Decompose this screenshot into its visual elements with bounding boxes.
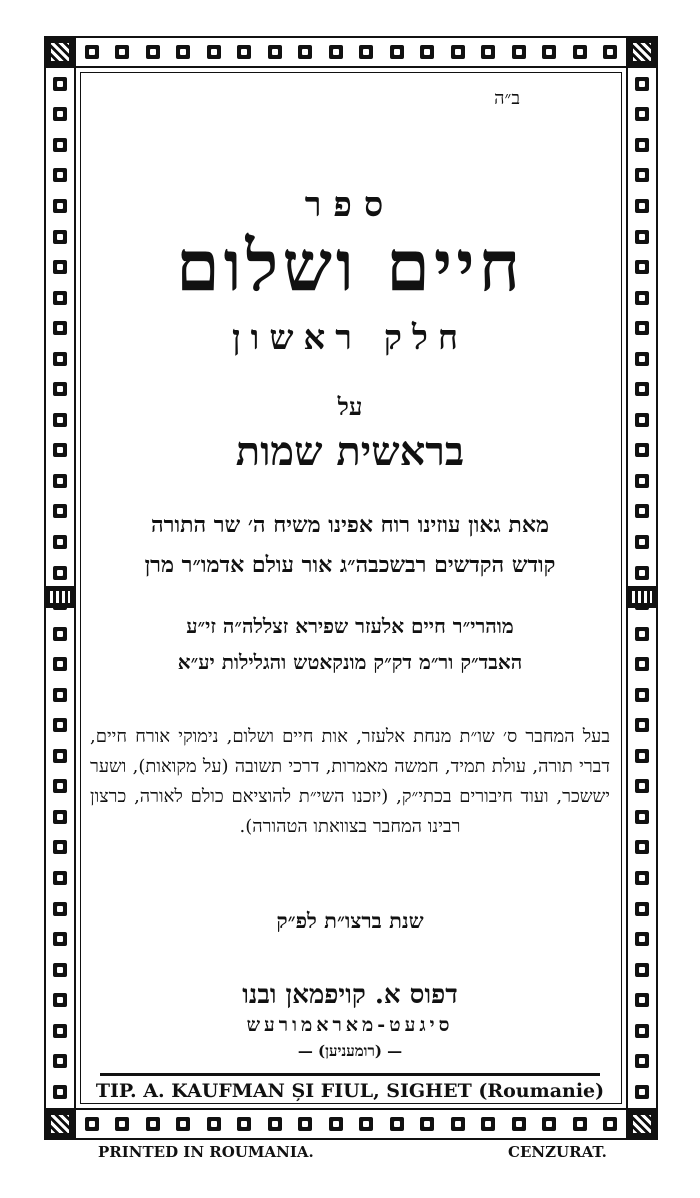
border-ornament <box>53 1024 67 1038</box>
border-ornament <box>359 1117 373 1131</box>
border-ornament <box>53 1054 67 1068</box>
border-ornament <box>542 1117 556 1131</box>
border-ornament <box>635 810 649 824</box>
border-ornament <box>635 840 649 854</box>
border-ornament <box>53 107 67 121</box>
border-ornament <box>298 1117 312 1131</box>
border-ornament <box>635 688 649 702</box>
border-ornament <box>53 230 67 244</box>
part-label: חלק ראשון <box>231 318 469 358</box>
border-ornament <box>635 902 649 916</box>
border-ornament <box>53 443 67 457</box>
border-ornament <box>635 291 649 305</box>
border-ornament <box>635 321 649 335</box>
border-ornament <box>512 45 526 59</box>
border-ornament <box>53 779 67 793</box>
printer-country: — (רומעניען) — <box>297 1042 403 1060</box>
latin-imprint: TIP. A. KAUFMAN ȘI FIUL, SIGHET (Roumanie) <box>95 1080 605 1102</box>
border-ornament <box>176 45 190 59</box>
border-top <box>44 36 658 68</box>
corner-ornament <box>626 1108 658 1140</box>
author-works-description: בעל המחבר ס׳ שו״ת מנחת אלעזר, אות חיים ושלום, נימוקי אורח חיים, דברי תורה, עולת תמיד, חמשה מאמרות, דרכי תשובה (על מקואות), ושער יששכר, ועוד חיבורים בכתי״ק, (יזכנו השי״ת להוציאם כולם לאורה, כרצון רבינו המחבר בצוואתו הטהורה). <box>90 726 610 837</box>
border-ornament <box>635 413 649 427</box>
border-ornament <box>53 871 67 885</box>
border-ornament <box>207 1117 221 1131</box>
border-ornament <box>53 321 67 335</box>
border-ornament <box>53 291 67 305</box>
border-ornament <box>53 168 67 182</box>
corner-ornament <box>44 1108 76 1140</box>
border-ornament <box>603 45 617 59</box>
border-ornament <box>635 993 649 1007</box>
border-ornament <box>53 657 67 671</box>
border-ornament <box>329 45 343 59</box>
border-ornament <box>573 1117 587 1131</box>
border-ornament <box>635 749 649 763</box>
border-ornament <box>329 1117 343 1131</box>
border-ornament <box>542 45 556 59</box>
border-ornament <box>635 627 649 641</box>
border-ornament <box>53 138 67 152</box>
al-label: על <box>337 392 363 421</box>
printer-name: דפוס א. קויפמאן ובנו <box>242 980 458 1010</box>
author-line-2: קודש הקדשים רבשכבה״ג אור עולם אדמו״ר מרן <box>144 552 556 578</box>
border-ornament <box>390 45 404 59</box>
border-ornament <box>635 932 649 946</box>
corner-ornament <box>44 36 76 68</box>
border-ornament <box>298 45 312 59</box>
border-ornament <box>53 932 67 946</box>
border-ornament <box>268 1117 282 1131</box>
border-ornament <box>53 535 67 549</box>
border-mid-ornament <box>626 586 658 608</box>
border-ornament <box>635 779 649 793</box>
border-ornament <box>53 352 67 366</box>
border-ornament <box>53 566 67 580</box>
censor-mark: CENZURAT. <box>508 1143 607 1161</box>
border-ornament <box>115 45 129 59</box>
subject-heading: בראשית שמות <box>235 428 465 475</box>
border-ornament <box>207 45 221 59</box>
border-ornament <box>635 566 649 580</box>
author-name: מוהרי״ר חיים אלעזר שפירא זצללה״ה זי״ע <box>186 614 514 638</box>
border-ornament <box>451 1117 465 1131</box>
border-ornament <box>237 45 251 59</box>
border-ornament <box>237 1117 251 1131</box>
border-ornament <box>573 45 587 59</box>
border-ornament <box>451 45 465 59</box>
border-ornament <box>481 45 495 59</box>
border-ornament <box>53 413 67 427</box>
border-ornament <box>635 1054 649 1068</box>
border-ornament <box>635 260 649 274</box>
border-ornament <box>53 840 67 854</box>
border-ornament <box>146 45 160 59</box>
border-ornament <box>53 77 67 91</box>
border-ornament <box>268 45 282 59</box>
border-ornament <box>635 168 649 182</box>
border-ornament <box>53 1085 67 1099</box>
border-ornament <box>53 627 67 641</box>
border-ornament <box>85 45 99 59</box>
border-ornament <box>635 474 649 488</box>
border-mid-ornament <box>44 586 76 608</box>
border-ornament <box>635 871 649 885</box>
border-ornament <box>512 1117 526 1131</box>
imprint-rule <box>100 1073 600 1076</box>
printer-city: סיגעט-מאראמורעש <box>246 1014 454 1036</box>
border-ornament <box>359 45 373 59</box>
border-ornament <box>53 749 67 763</box>
border-ornament <box>635 352 649 366</box>
border-ornament <box>420 1117 434 1131</box>
corner-ornament <box>626 36 658 68</box>
book-title: חיים ושלום <box>176 224 524 307</box>
printed-in-note: PRINTED IN ROUMANIA. <box>98 1143 314 1161</box>
border-ornament <box>53 902 67 916</box>
border-ornament <box>53 810 67 824</box>
border-ornament <box>635 963 649 977</box>
border-ornament <box>603 1117 617 1131</box>
border-ornament <box>53 382 67 396</box>
border-ornament <box>635 107 649 121</box>
border-ornament <box>635 718 649 732</box>
border-ornament <box>390 1117 404 1131</box>
border-ornament <box>53 718 67 732</box>
border-ornament <box>635 443 649 457</box>
border-ornament <box>635 535 649 549</box>
border-bottom <box>44 1108 658 1140</box>
border-ornament <box>53 199 67 213</box>
border-ornament <box>481 1117 495 1131</box>
author-line-1: מאת גאון עוזינו רוח אפינו משיח ה׳ שר התורה <box>150 512 550 538</box>
border-ornament <box>635 199 649 213</box>
author-position: האבד״ק ור״מ דק״ק מונקאטש והגלילות יע״א <box>177 650 523 674</box>
border-ornament <box>635 230 649 244</box>
border-ornament <box>53 260 67 274</box>
sefer-label: ספר <box>304 185 396 225</box>
border-ornament <box>635 504 649 518</box>
border-ornament <box>115 1117 129 1131</box>
bh-heading: ב״ה <box>494 88 520 109</box>
border-ornament <box>420 45 434 59</box>
border-ornament <box>635 138 649 152</box>
border-ornament <box>635 77 649 91</box>
border-ornament <box>146 1117 160 1131</box>
border-ornament <box>85 1117 99 1131</box>
publication-year: שנת ברצו״ת לפ״ק <box>276 908 424 933</box>
border-ornament <box>53 688 67 702</box>
border-ornament <box>176 1117 190 1131</box>
border-ornament <box>635 1085 649 1099</box>
border-ornament <box>53 474 67 488</box>
border-ornament <box>635 1024 649 1038</box>
border-ornament <box>635 657 649 671</box>
border-ornament <box>53 993 67 1007</box>
border-ornament <box>53 963 67 977</box>
border-ornament <box>53 504 67 518</box>
border-ornament <box>635 382 649 396</box>
